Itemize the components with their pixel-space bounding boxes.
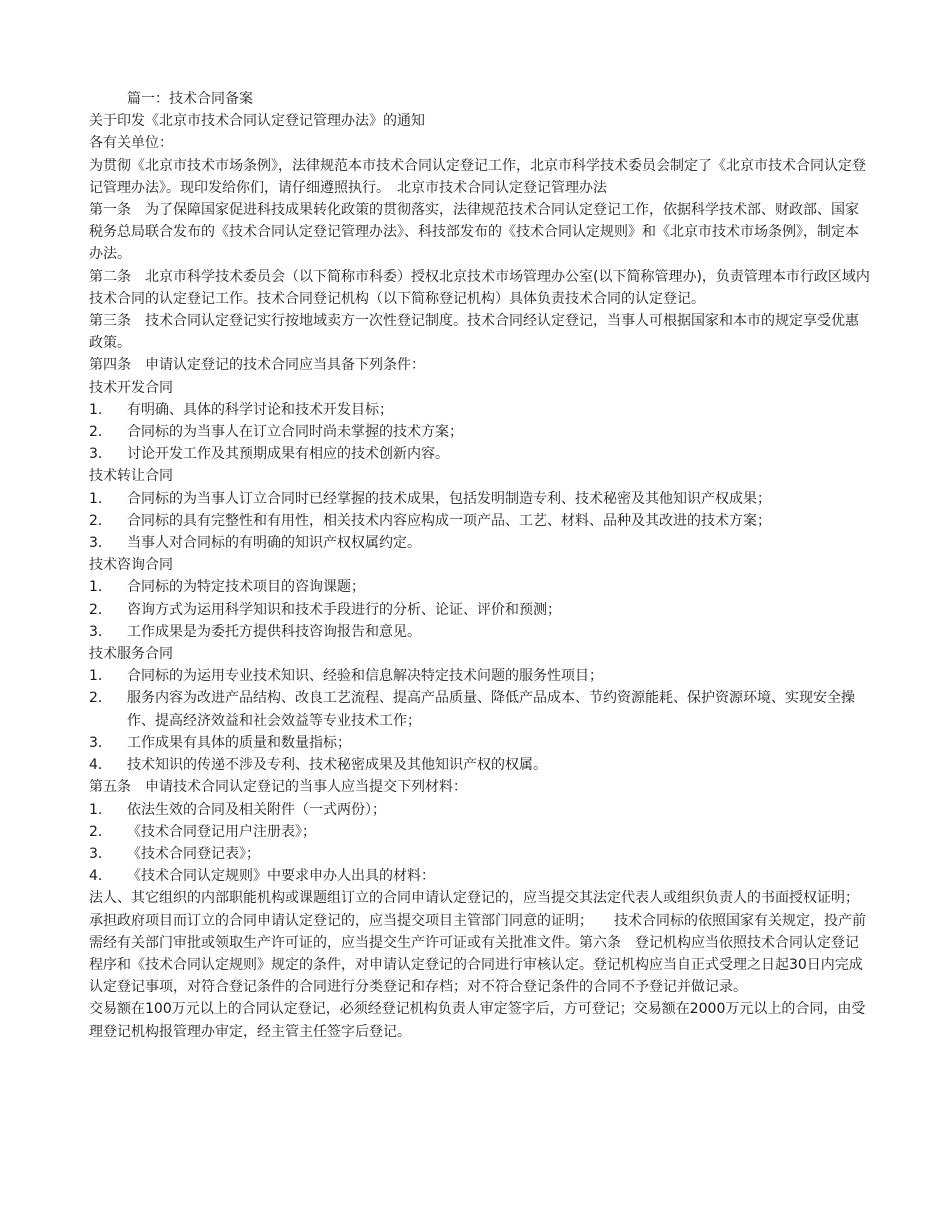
list-item-text: 合同标的为运用专业技术知识、经验和信息解决特定技术问题的服务性项目； (127, 668, 603, 685)
list-item (89, 621, 871, 643)
list-item-text: 《技术合同登记表》； (127, 845, 260, 862)
section-heading-consulting: 技术咨询合同 (89, 557, 173, 574)
list-item-text: 咨询方式为运用科学知识和技术手段进行的分析、论证、评价和预测； (127, 601, 561, 618)
list-item-text: 工作成果是为委托方提供科技咨询报告和意见。 (127, 623, 421, 640)
section-heading-transfer: 技术转让合同 (89, 468, 173, 485)
intro-paragraph: 为贯彻《北京市技术市场条例》，法律规范本市技术合同认定登记工作，北京市科学技术委员会制定了《北京市技术合同认定登记管理办法》。现印发给你们，请仔细遵照执行。 北京市技术合同认定登记管理办法 (89, 157, 866, 196)
paragraph-transaction-amount: 交易额在100万元以上的合同认定登记，必须经登记机构负责人审定签字后，方可登记；交易额在2000万元以上的合同，由受理登记机构报管理办审定，经主管主任签字后登记。 (89, 1001, 866, 1040)
list-item-number: 4． (89, 757, 112, 774)
section-heading-development: 技术开发合同 (89, 379, 173, 396)
list-item (89, 599, 871, 621)
list-item-number: 2． (89, 823, 112, 840)
list-item-text: 依法生效的合同及相关附件（一式两份）； (127, 801, 386, 818)
list-item-text: 讨论开发工作及其预期成果有相应的技术创新内容。 (127, 446, 449, 463)
list-item (89, 799, 871, 821)
article-5: 第五条 申请技术合同认定登记的当事人应当提交下列材料： (89, 779, 467, 796)
list-item-number: 3． (89, 623, 112, 640)
list-item-text: 《技术合同认定规则》中要求申办人出具的材料： (127, 868, 435, 885)
article-3: 第三条 技术合同认定登记实行按地域卖方一次性登记制度。技术合同经认定登记，当事人可根据国家和本市的规定享受优惠政策。 (89, 313, 859, 352)
list-item (89, 421, 871, 443)
section-heading-service: 技术服务合同 (89, 646, 173, 663)
list-item-number: 3． (89, 446, 112, 463)
list-item (89, 687, 871, 731)
list-item (89, 821, 871, 843)
list-item (89, 843, 871, 865)
list-item-text: 有明确、具体的科学讨论和技术开发目标； (127, 401, 393, 418)
list-item (89, 865, 871, 887)
list-item-number: 4． (89, 868, 112, 885)
list-item-number: 3． (89, 535, 112, 552)
list-item (89, 665, 871, 687)
paragraph-legal-person: 法人、其它组织的内部职能机构或课题组订立的合同申请认定登记的，应当提交其法定代表人或组织负责人的书面授权证明； (89, 890, 859, 907)
list-item-text: 合同标的具有完整性和有用性，相关技术内容应构成一项产品、工艺、材料、品种及其改进的技术方案； (127, 512, 771, 529)
list-item-text: 合同标的为当事人订立合同时已经掌握的技术成果，包括发明制造专利、技术秘密及其他知识产权成果； (127, 490, 771, 507)
list-item (89, 732, 871, 754)
list-item (89, 576, 871, 598)
list-item-number: 1． (89, 490, 112, 507)
list-item-number: 2． (89, 512, 112, 529)
list-item-number: 1． (89, 801, 112, 818)
list-item (89, 399, 871, 421)
list-item-number: 1． (89, 401, 112, 418)
salutation: 各有关单位： (89, 135, 173, 152)
list-item (89, 488, 871, 510)
list-item-text: 合同标的为当事人在订立合同时尚未掌握的技术方案； (127, 424, 463, 441)
article-1: 第一条 为了保障国家促进科技成果转化政策的贯彻落实，法律规范技术合同认定登记工作，依据科学技术部、财政部、国家税务总局联合发布的《技术合同认定登记管理办法》、科技部发布的《技术合同认定规则》和《北京市技术市场条例》，制定本办法。 (89, 202, 859, 263)
list-item-number: 2． (89, 601, 112, 618)
list-item (89, 510, 871, 532)
list-item (89, 443, 871, 465)
list-item-text: 服务内容为改进产品结构、改良工艺流程、提高产品质量、降低产品成本、节约资源能耗、保护资源环境、实现安全操作、提高经济效益和社会效益等专业技术工作； (127, 690, 855, 729)
list-item-number: 2． (89, 690, 112, 707)
document-page (89, 88, 871, 1043)
list-item (89, 754, 871, 776)
list-item-number: 1． (89, 668, 112, 685)
paragraph-government-project: 承担政府项目而订立的合同申请认定登记的，应当提交项目主管部门同意的证明； 技术合同标的依照国家有关规定，投产前需经有关部门审批或领取生产许可证的，应当提交生产许可证或有关批准文件。第六条 登记机构应当依照技术合同认定登记程序和《技术合同认定规则》规定的条件，对申请认定登记的合同进行审核认定。登记机构应当自正式受理之日起30日内完成认定登记事项，对符合登记条件的合同进行分类登记和存档；对不符合登记条件的合同不予登记并做记录。 (89, 912, 866, 996)
list-item-number: 3． (89, 734, 112, 751)
article-4: 第四条 申请认定登记的技术合同应当具备下列条件： (89, 357, 425, 374)
notice-title: 关于印发《北京市技术合同认定登记管理办法》的通知 (89, 113, 425, 130)
list-item-number: 3． (89, 845, 112, 862)
list-item-text: 当事人对合同标的有明确的知识产权权属约定。 (127, 535, 421, 552)
list-item-number: 2． (89, 424, 112, 441)
list-item-text: 《技术合同登记用户注册表》； (127, 823, 316, 840)
list-item-number: 1． (89, 579, 112, 596)
document-heading: 篇一：技术合同备案 (127, 91, 253, 107)
list-item (89, 532, 871, 554)
list-item-text: 技术知识的传递不涉及专利、技术秘密成果及其他知识产权的权属。 (127, 757, 547, 774)
list-item-text: 工作成果有具体的质量和数量指标； (127, 734, 351, 751)
list-item-text: 合同标的为特定技术项目的咨询课题； (127, 579, 365, 596)
article-2: 第二条 北京市科学技术委员会（以下简称市科委）授权北京技术市场管理办公室(以下简称管理办)，负责管理本市行政区域内技术合同的认定登记工作。技术合同登记机构（以下简称登记机构）具体负责技术合同的认定登记。 (89, 268, 870, 307)
